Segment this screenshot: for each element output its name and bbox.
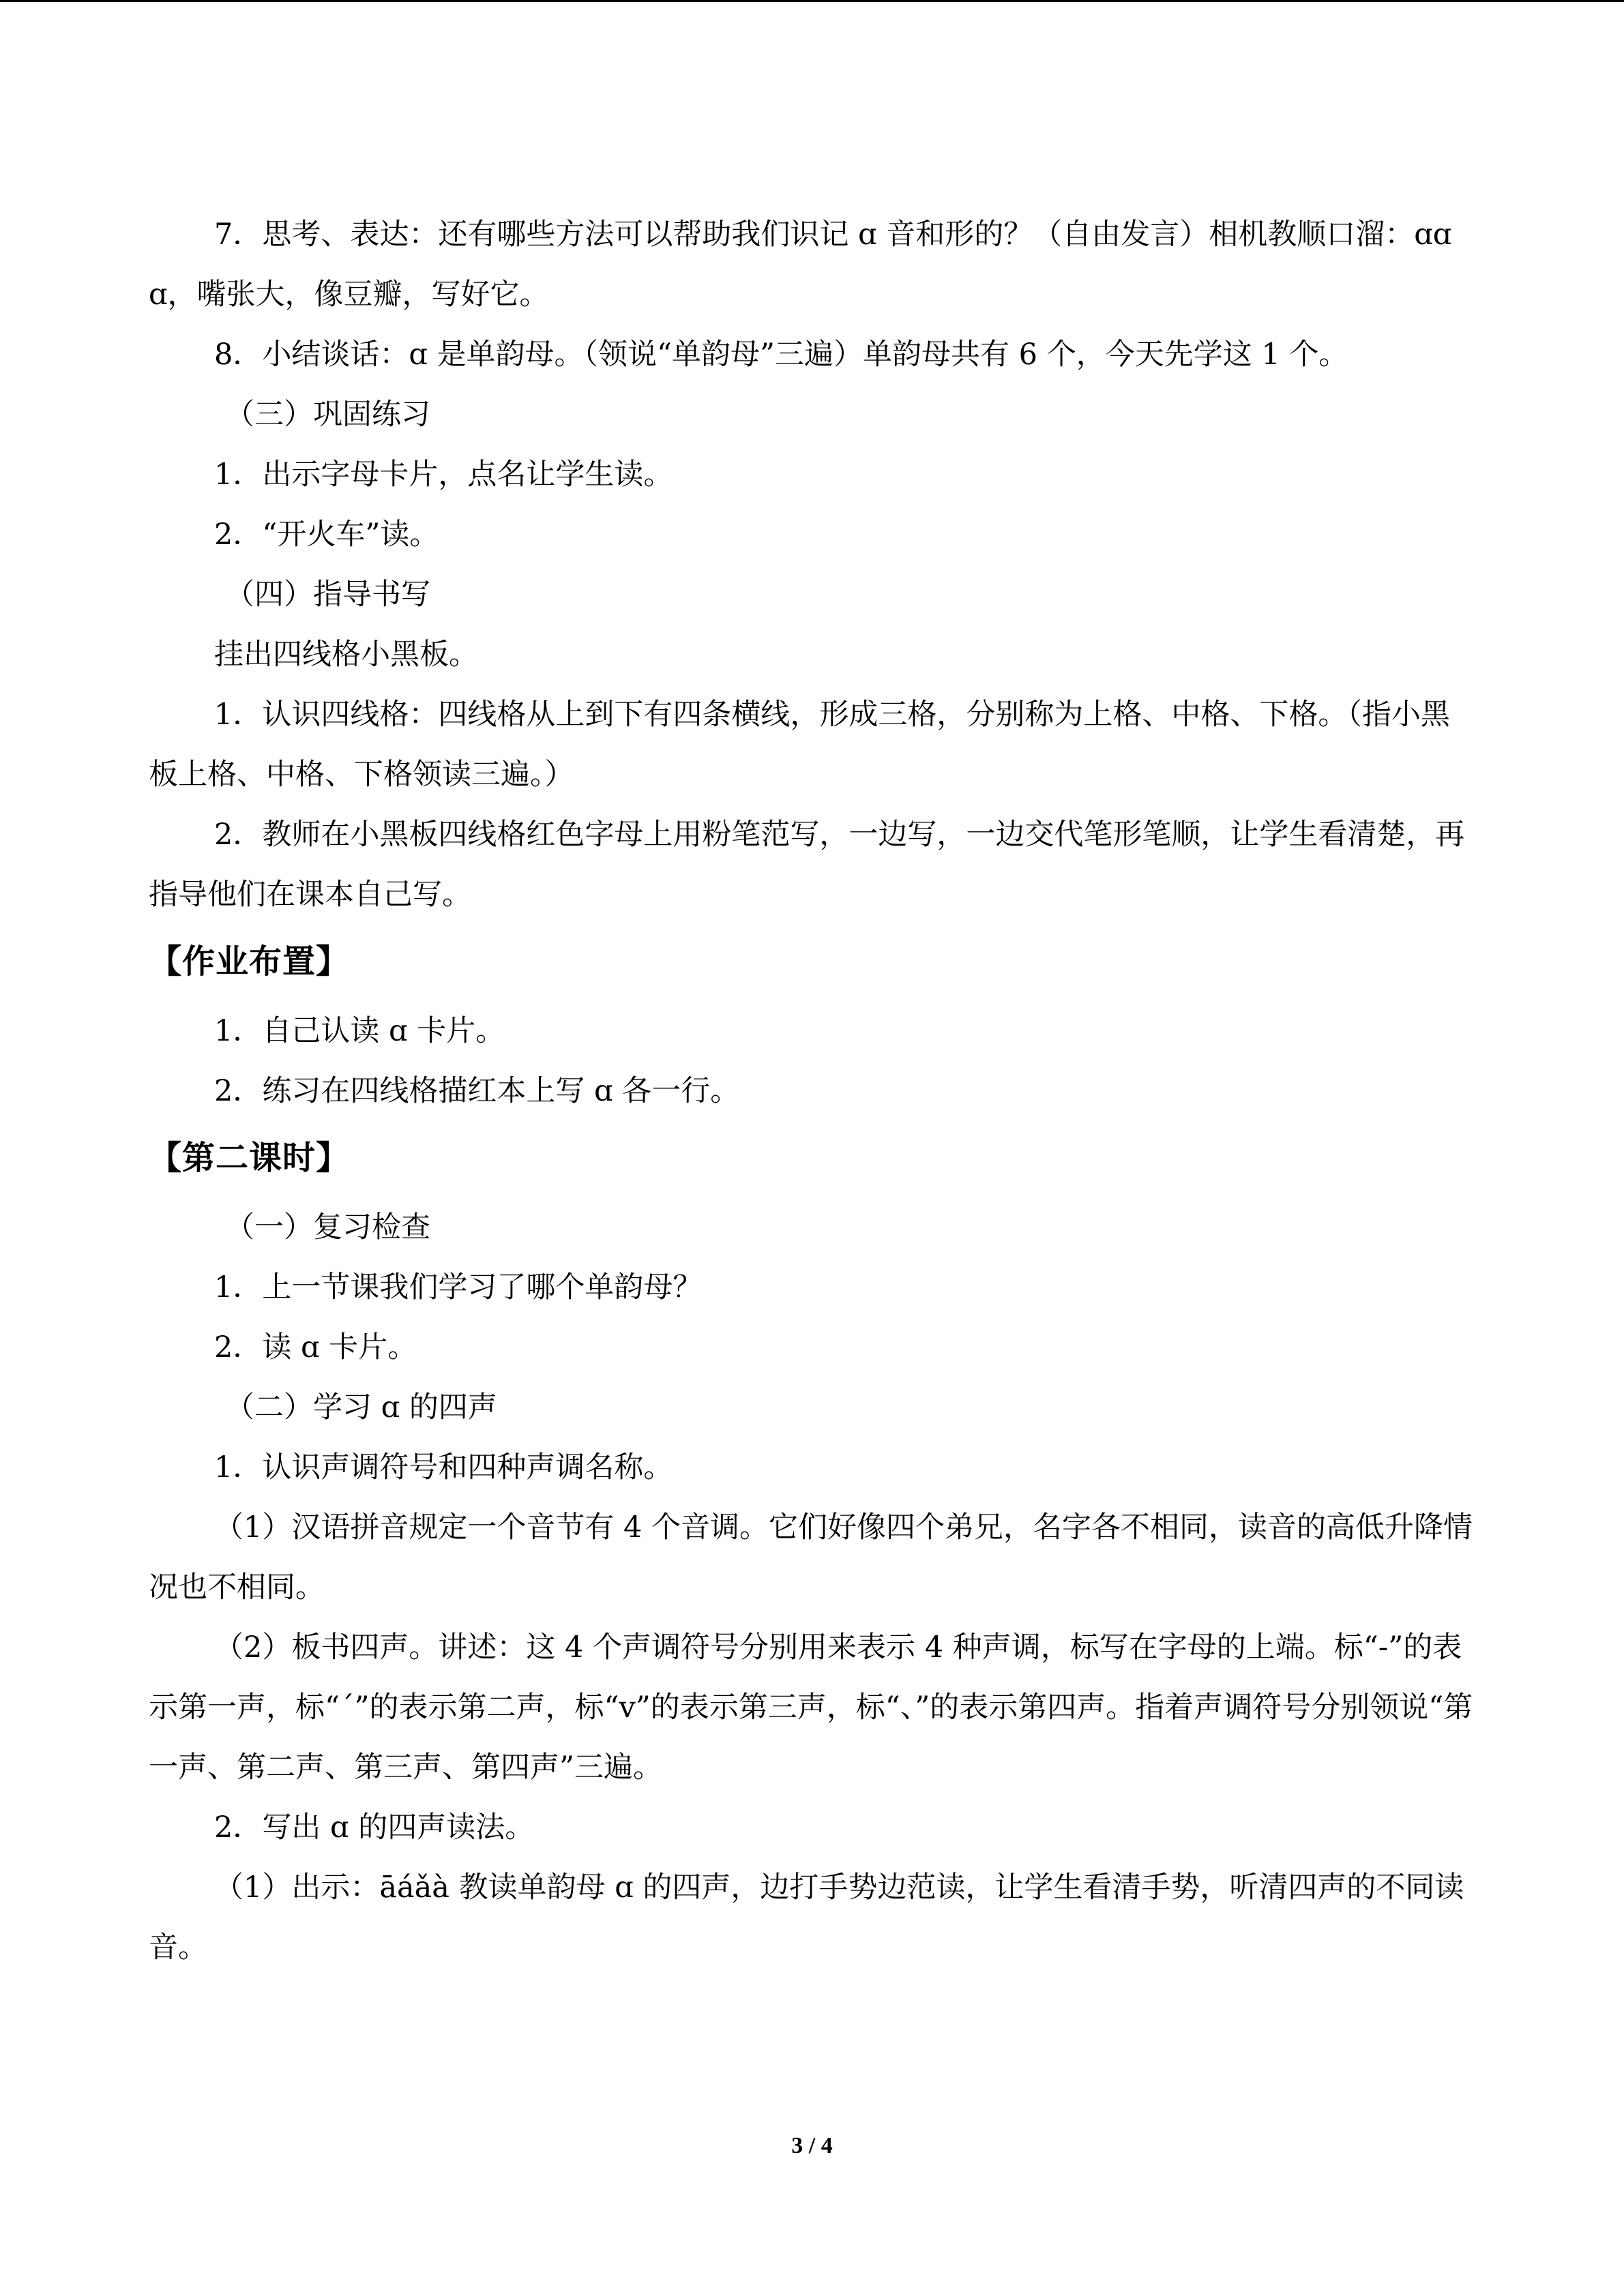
paragraph: 1．出示字母卡片，点名让学生读。 [214,458,673,492]
paragraph: 2．教师在小黑板四线格红色字母上用粉笔范写，一边写，一边交代笔形笔顺，让学生看清楚，再指导他们在课本自己写。 [149,818,1465,912]
subsection-title: （二）学习 ɑ 的四声 [225,1390,497,1425]
paragraph: 7．思考、表达：还有哪些方法可以帮助我们识记 ɑ 音和形的？（自由发言）相机教顺口溜：ɑɑɑ，嘴张大，像豆瓣，写好它。 [149,218,1452,312]
paragraph: 1．认识声调符号和四种声调名称。 [214,1450,673,1485]
section-heading-homework: 【作业布置】 [149,942,350,981]
document-body [149,205,1477,1978]
paragraph: 8．小结谈话：ɑ 是单韵母。（领说“单韵母”三遍）单韵母共有 6 个，今天先学这 1 个。 [214,338,1348,372]
top-border-line [0,0,1624,2]
section-heading-lesson2: 【第二课时】 [149,1139,350,1177]
paragraph: 2．读 ɑ 卡片。 [214,1330,417,1365]
page-number: 3 / 4 [791,2133,833,2158]
paragraph: 2．练习在四线格描红本上写 ɑ 各一行。 [214,1074,740,1108]
paragraph: 2．写出 ɑ 的四声读法。 [214,1810,535,1845]
paragraph: （2）板书四声。讲述：这 4 个声调符号分别用来表示 4 种声调，标写在字母的上端。标“-”的表示第一声，标“ˊ”的表示第二声，标“v”的表示第三声，标“、”的表示第四声。指着声调符号分别领说“第一声、第二声、第三声、第四声”三遍。 [149,1630,1473,1785]
subsection-title: （一）复习检查 [225,1210,430,1244]
subsection-title: （四）指导书写 [225,578,430,612]
paragraph: 2．“开火车”读。 [214,518,439,552]
paragraph: 1．认识四线格：四线格从上到下有四条横线，形成三格，分别称为上格、中格、下格。（指小黑板上格、中格、下格领读三遍。） [149,698,1450,792]
paragraph: 1．上一节课我们学习了哪个单韵母？ [214,1270,703,1304]
paragraph: （1）出示：āáǎà 教读单韵母 ɑ 的四声，边打手势边范读，让学生看清手势，听清四声的不同读音。 [149,1870,1464,1965]
subsection-title: （三）巩固练习 [225,398,430,432]
paragraph: 1．自己认读 ɑ 卡片。 [214,1014,505,1048]
paragraph: 挂出四线格小黑板。 [214,638,478,672]
paragraph: （1）汉语拼音规定一个音节有 4 个音调。它们好像四个弟兄，名字各不相同，读音的高低升降情况也不相同。 [149,1510,1473,1605]
